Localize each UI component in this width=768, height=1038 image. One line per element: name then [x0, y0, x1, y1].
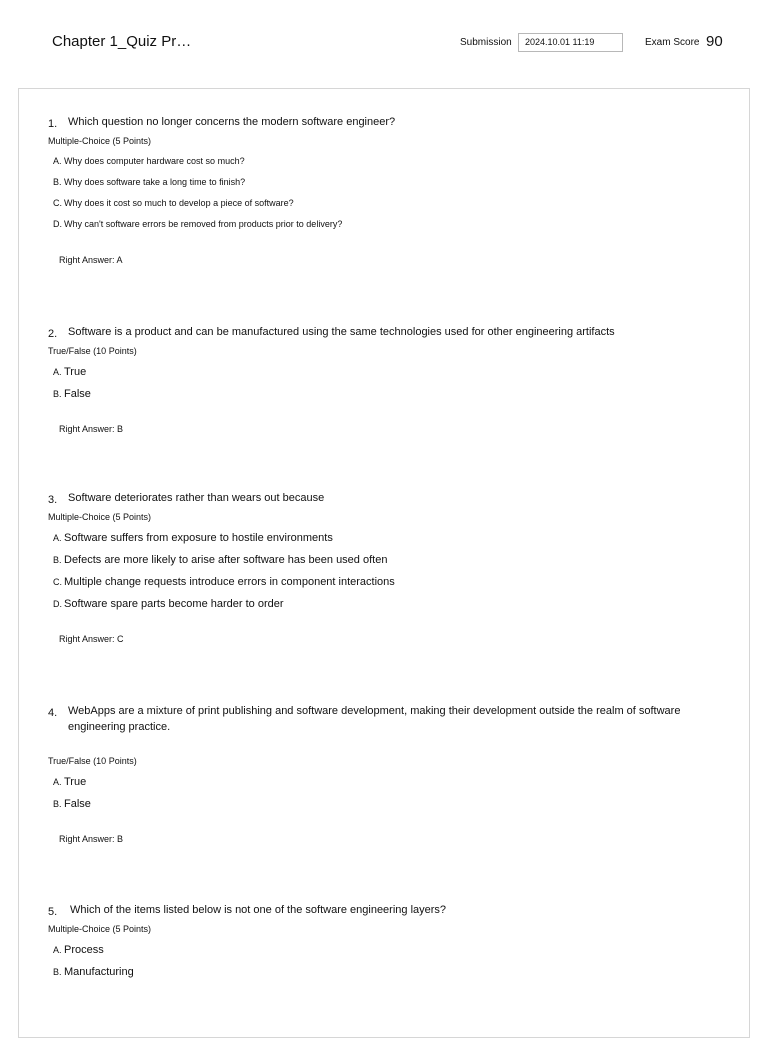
option-b: [53, 388, 728, 400]
option-text: False: [64, 798, 91, 810]
exam-score-value: 90: [706, 33, 723, 50]
exam-score-label: Exam Score: [645, 37, 700, 48]
question-number: 1.: [48, 118, 58, 130]
right-answer: Right Answer: B: [59, 424, 124, 434]
option-text: Software spare parts become harder to order: [64, 598, 284, 610]
question-type: Multiple-Choice (5 Points): [48, 512, 152, 522]
submission-label: Submission: [460, 37, 512, 48]
option-text: Software suffers from exposure to hostile environments: [64, 532, 333, 544]
question-text: Software is a product and can be manufactured using the same technologies used for other engineering artifacts: [68, 326, 615, 338]
question-1: [48, 114, 728, 265]
option-c: [53, 576, 728, 588]
option-text: Multiple change requests introduce errors in component interactions: [64, 576, 395, 588]
question-text: Which of the items listed below is not one of the software engineering layers?: [70, 904, 447, 916]
option-letter: C.: [53, 198, 62, 208]
option-text: Why does software take a long time to finish?: [64, 177, 246, 187]
exam-header: [0, 0, 768, 88]
question-number: 2.: [48, 328, 58, 340]
question-type: Multiple-Choice (5 Points): [48, 924, 152, 934]
option-text: Process: [64, 944, 104, 956]
right-answer: Right Answer: A: [59, 255, 123, 265]
option-a: [53, 156, 728, 166]
right-answer: Right Answer: C: [59, 634, 124, 644]
option-a: [53, 776, 728, 788]
quiz-title: Chapter 1_Quiz Pr…: [52, 33, 192, 50]
option-letter: A.: [53, 156, 62, 166]
option-a: [53, 532, 728, 544]
option-b: [53, 177, 728, 187]
submission-time-field: 2024.10.01 11:19: [518, 33, 623, 52]
option-text: Why does computer hardware cost so much?: [64, 156, 245, 166]
option-b: [53, 966, 728, 978]
question-number: 4.: [48, 707, 58, 719]
question-text: WebApps are a mixture of print publishing and software development, making their development outside the realm of software engineering practice.: [68, 705, 681, 733]
option-text: True: [64, 776, 87, 788]
question-type: True/False (10 Points): [48, 756, 137, 766]
right-answer: Right Answer: B: [59, 834, 124, 844]
option-letter: B.: [53, 389, 62, 399]
question-text: Software deteriorates rather than wears out because: [68, 492, 325, 504]
option-text: Why does it cost so much to develop a piece of software?: [64, 198, 294, 208]
option-letter: B.: [53, 799, 62, 809]
option-letter: B.: [53, 177, 62, 187]
option-letter: D.: [53, 599, 62, 609]
option-letter: A.: [53, 945, 62, 955]
option-letter: A.: [53, 367, 62, 377]
question-4: [48, 703, 728, 844]
option-b: [53, 554, 728, 566]
option-letter: A.: [53, 533, 62, 543]
option-letter: C.: [53, 577, 62, 587]
option-letter: D.: [53, 219, 62, 229]
option-b: [53, 798, 728, 810]
question-5: [48, 902, 728, 978]
question-text: Which question no longer concerns the modern software engineer?: [68, 116, 396, 128]
option-a: [53, 366, 728, 378]
question-number: 5.: [48, 906, 58, 918]
option-text: Defects are more likely to arise after software has been used often: [64, 554, 388, 566]
option-c: [53, 198, 728, 208]
option-text: True: [64, 366, 87, 378]
option-d: [53, 219, 728, 229]
question-number: 3.: [48, 494, 58, 506]
option-letter: A.: [53, 777, 62, 787]
option-text: Manufacturing: [64, 966, 134, 978]
option-a: [53, 944, 728, 956]
option-letter: B.: [53, 967, 62, 977]
question-2: [48, 324, 728, 434]
question-type: True/False (10 Points): [48, 346, 137, 356]
option-d: [53, 598, 728, 610]
option-text: False: [64, 388, 91, 400]
option-letter: B.: [53, 555, 62, 565]
question-3: [48, 490, 728, 644]
option-text: Why can't software errors be removed from products prior to delivery?: [64, 219, 343, 229]
question-type: Multiple-Choice (5 Points): [48, 136, 152, 146]
